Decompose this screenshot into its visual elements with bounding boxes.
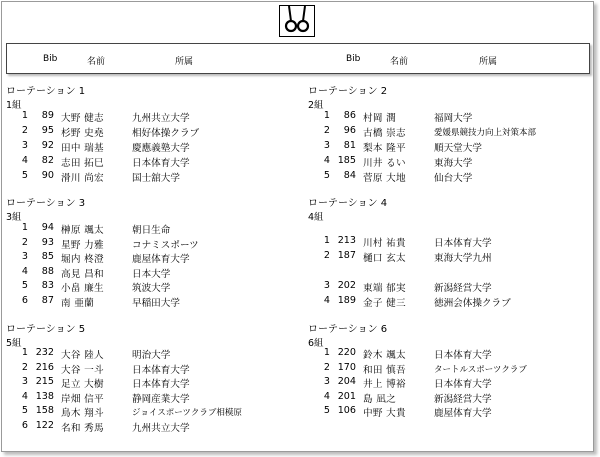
athlete-affiliation: 鹿屋体育大学 (132, 254, 190, 265)
athlete-name: 高見 昌和 (61, 269, 104, 280)
athlete-row (6, 420, 296, 433)
athlete-name: 川村 祐貴 (363, 238, 406, 249)
group-label: 4組 (308, 212, 324, 223)
athlete-affiliation: 愛媛県競技力向上対策本部 (434, 128, 537, 138)
group-label: 5組 (6, 338, 22, 349)
athlete-name: 島 凪之 (363, 394, 397, 405)
athlete-name: 金子 健三 (363, 298, 406, 309)
rotation-title: ローテーション 4 (308, 198, 388, 209)
start-order: 5 (323, 170, 330, 181)
athlete-row (6, 140, 296, 153)
bib-number: 170 (337, 362, 356, 373)
athlete-name: 古橋 崇志 (363, 128, 406, 139)
athlete-name: 東端 郁実 (363, 283, 406, 294)
athlete-affiliation: 国士舘大学 (132, 173, 180, 184)
start-order: 2 (323, 250, 330, 261)
bib-number: 87 (41, 295, 54, 306)
athlete-name: 中野 大貴 (363, 408, 406, 419)
bib-number: 204 (337, 376, 356, 387)
bib-number: 189 (337, 295, 356, 306)
bib-number: 185 (337, 155, 356, 166)
athlete-row (6, 362, 296, 375)
athlete-affiliation: 東海大学九州 (434, 253, 492, 264)
start-order: 1 (323, 235, 330, 246)
athlete-affiliation: 日本体育大学 (434, 350, 492, 361)
athlete-row (6, 110, 296, 123)
athlete-affiliation: 順天堂大学 (434, 143, 482, 154)
athlete-affiliation: 相好体操クラブ (132, 128, 200, 139)
bib-number: 138 (35, 391, 54, 402)
athlete-name: 榊原 颯太 (61, 225, 104, 236)
athlete-name: 和田 慎吾 (363, 365, 406, 376)
athlete-name: 岸畑 信平 (61, 394, 104, 405)
start-order: 6 (21, 295, 28, 306)
start-order: 1 (323, 110, 330, 121)
athlete-name: 名和 秀馬 (61, 423, 104, 434)
athlete-row (6, 266, 296, 279)
athlete-name: 鈴木 颯太 (363, 350, 406, 361)
athlete-affiliation: 新潟経営大学 (434, 283, 492, 294)
bib-number: 93 (41, 237, 54, 248)
athlete-name: 杉野 史堯 (61, 128, 104, 139)
athlete-row (308, 391, 598, 404)
start-order: 3 (21, 251, 28, 262)
athlete-row (6, 280, 296, 293)
athlete-affiliation: 日本体育大学 (132, 365, 190, 376)
header-affiliation-right: 所属 (479, 57, 498, 67)
athlete-affiliation: 筑波大学 (132, 283, 171, 294)
start-order: 4 (21, 155, 28, 166)
rotation-title: ローテーション 3 (6, 198, 86, 209)
bib-number: 187 (337, 250, 356, 261)
athlete-row (308, 405, 598, 418)
start-order: 3 (21, 376, 28, 387)
athlete-name: 菅原 大地 (363, 173, 406, 184)
athlete-affiliation: 日本体育大学 (434, 379, 492, 390)
athlete-row (308, 110, 598, 123)
athlete-row (6, 170, 296, 183)
rotation-title: ローテーション 1 (6, 86, 86, 97)
athlete-name: 梨本 隆平 (363, 143, 406, 154)
bib-number: 85 (41, 251, 54, 262)
athlete-name: 小畠 廉生 (61, 283, 104, 294)
athlete-row (308, 280, 598, 293)
bib-number: 94 (41, 222, 54, 233)
bib-number: 89 (41, 110, 54, 121)
bib-number: 215 (35, 376, 54, 387)
column-header-bar (6, 43, 590, 74)
group-label: 3組 (6, 212, 22, 223)
start-order: 5 (21, 280, 28, 291)
athlete-affiliation: 日本体育大学 (132, 158, 190, 169)
bib-number: 96 (343, 125, 356, 136)
bib-number: 158 (35, 405, 54, 416)
athlete-row (6, 155, 296, 168)
start-order: 5 (323, 405, 330, 416)
athlete-affiliation: 早稲田大学 (132, 298, 180, 309)
athlete-affiliation: 鹿屋体育大学 (434, 408, 492, 419)
bib-number: 88 (41, 266, 54, 277)
start-order: 4 (323, 295, 330, 306)
bib-number: 220 (337, 347, 356, 358)
start-order: 2 (21, 362, 28, 373)
start-order: 1 (21, 222, 28, 233)
athlete-affiliation: 九州共立大学 (132, 113, 190, 124)
header-affiliation-left: 所属 (175, 57, 194, 67)
start-order: 2 (21, 237, 28, 248)
start-order: 2 (21, 125, 28, 136)
bib-number: 92 (41, 140, 54, 151)
bib-number: 201 (337, 391, 356, 402)
athlete-row (308, 250, 598, 263)
athlete-affiliation: 福岡大学 (434, 113, 473, 124)
athlete-affiliation: 日本体育大学 (434, 238, 492, 249)
athlete-row (308, 376, 598, 389)
athlete-affiliation: コナミスポーツ (132, 240, 199, 251)
start-order: 2 (323, 125, 330, 136)
athlete-affiliation: ジョイスポーツクラブ相模原 (132, 408, 242, 418)
start-order: 6 (21, 420, 28, 431)
gymnastics-rings-icon (279, 5, 315, 37)
header-name-right: 名前 (390, 57, 409, 67)
bib-number: 84 (343, 170, 356, 181)
athlete-row (308, 347, 598, 360)
athlete-name: 大谷 一斗 (61, 365, 104, 376)
start-order: 4 (323, 391, 330, 402)
group-label: 2組 (308, 100, 324, 111)
start-order: 2 (323, 362, 330, 373)
bib-number: 90 (41, 170, 54, 181)
athlete-row (6, 376, 296, 389)
athlete-row (6, 391, 296, 404)
bib-number: 232 (35, 347, 54, 358)
bib-number: 106 (337, 405, 356, 416)
rotation-title: ローテーション 2 (308, 86, 388, 97)
athlete-row (308, 295, 598, 308)
athlete-affiliation: タートルスポーツクラブ (434, 365, 527, 375)
athlete-name: 川井 るい (363, 158, 406, 169)
athlete-name: 大野 健志 (61, 113, 104, 124)
bib-number: 213 (337, 235, 356, 246)
athlete-row (308, 125, 598, 138)
athlete-affiliation: 慶應義塾大学 (132, 143, 190, 154)
bib-number: 216 (35, 362, 54, 373)
start-order: 5 (21, 170, 28, 181)
athlete-affiliation: 徳洲会体操クラブ (434, 298, 511, 309)
athlete-affiliation: 明治大学 (132, 350, 171, 361)
bib-number: 122 (35, 420, 54, 431)
start-order: 1 (323, 347, 330, 358)
athlete-row (6, 405, 296, 418)
start-order: 4 (323, 155, 330, 166)
start-order: 1 (21, 110, 28, 121)
athlete-affiliation: 新潟経営大学 (434, 394, 492, 405)
bib-number: 86 (343, 110, 356, 121)
athlete-row (308, 235, 598, 248)
athlete-affiliation: 日本体育大学 (132, 379, 190, 390)
athlete-name: 村岡 潤 (363, 113, 397, 124)
athlete-affiliation: 東海大学 (434, 158, 473, 169)
header-name-left: 名前 (87, 57, 106, 67)
bib-number: 82 (41, 155, 54, 166)
start-order: 3 (323, 140, 330, 151)
athlete-name: 滑川 尚宏 (61, 173, 104, 184)
athlete-affiliation: 日本大学 (132, 269, 171, 280)
athlete-row (6, 347, 296, 360)
athlete-name: 鳥木 翔斗 (61, 408, 104, 419)
bib-number: 202 (337, 280, 356, 291)
bib-number: 83 (41, 280, 54, 291)
athlete-name: 田中 瑞基 (61, 143, 104, 154)
athlete-row (308, 140, 598, 153)
group-label: 1組 (6, 100, 22, 111)
athlete-row (6, 125, 296, 138)
bib-number: 95 (41, 125, 54, 136)
athlete-row (308, 155, 598, 168)
athlete-affiliation: 九州共立大学 (132, 423, 190, 434)
athlete-row (6, 251, 296, 264)
start-order: 3 (323, 280, 330, 291)
rotation-title: ローテーション 6 (308, 324, 388, 335)
start-order: 4 (21, 391, 28, 402)
bib-number: 81 (343, 140, 356, 151)
header-bib-right: Bib (346, 54, 361, 64)
athlete-name: 南 亜蘭 (61, 298, 95, 309)
start-order: 3 (323, 376, 330, 387)
athlete-row (6, 237, 296, 250)
athlete-affiliation: 朝日生命 (132, 225, 171, 236)
start-order: 5 (21, 405, 28, 416)
athlete-name: 志田 拓巳 (61, 158, 104, 169)
athlete-affiliation: 仙台大学 (434, 173, 473, 184)
start-order: 3 (21, 140, 28, 151)
athlete-name: 樋口 玄太 (363, 253, 406, 264)
athlete-name: 星野 力雅 (61, 240, 104, 251)
athlete-name: 大谷 陸人 (61, 350, 104, 361)
group-label: 6組 (308, 338, 324, 349)
athlete-row (6, 222, 296, 235)
rotation-title: ローテーション 5 (6, 324, 86, 335)
start-order: 1 (21, 347, 28, 358)
athlete-name: 足立 大樹 (61, 379, 104, 390)
start-order: 4 (21, 266, 28, 277)
header-bib-left: Bib (43, 54, 58, 64)
athlete-name: 井上 博裕 (363, 379, 406, 390)
athlete-name: 堀内 柊澄 (61, 254, 104, 265)
athlete-row (6, 295, 296, 308)
athlete-row (308, 170, 598, 183)
athlete-row (308, 362, 598, 375)
athlete-affiliation: 静岡産業大学 (132, 394, 190, 405)
